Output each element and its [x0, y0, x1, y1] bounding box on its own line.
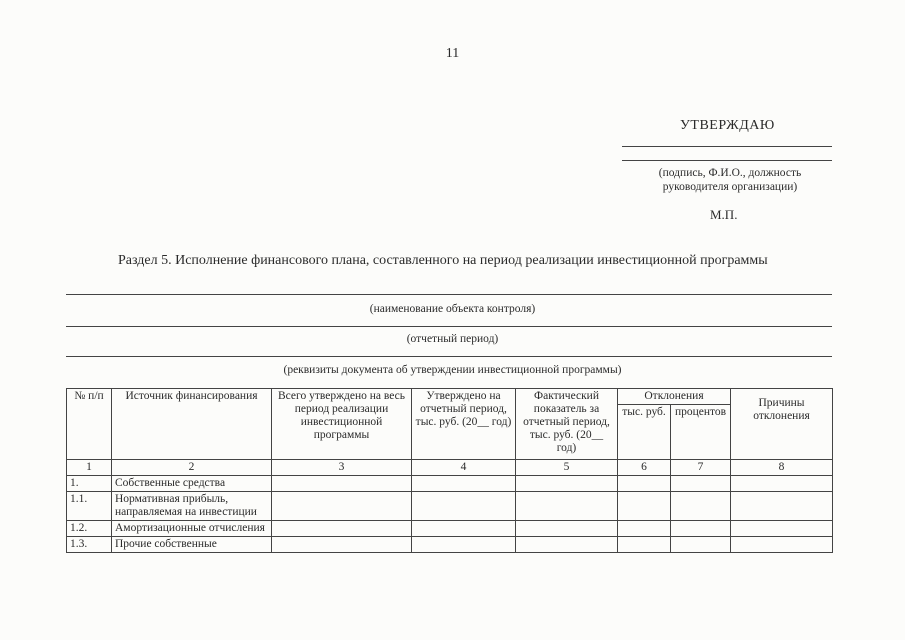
row-cell	[516, 537, 618, 553]
document-caption: (реквизиты документа об утверждении инвестиционной программы)	[283, 364, 622, 376]
row-cell	[618, 537, 671, 553]
row-cell	[272, 537, 412, 553]
table-row	[67, 492, 833, 521]
row-num: 1.2.	[67, 521, 112, 537]
row-cell	[412, 476, 516, 492]
row-cell	[618, 521, 671, 537]
row-cell	[671, 537, 731, 553]
section-title: Раздел 5. Исполнение финансового плана, составленного на период реализации инвестиционной программы	[118, 253, 768, 268]
signature-caption	[625, 166, 835, 194]
table-row	[67, 521, 833, 537]
row-cell	[516, 492, 618, 521]
header-approved: Утверждено на отчетный период, тыс. руб. (20__ год)	[412, 389, 516, 460]
signature-line	[622, 146, 832, 147]
row-num: 1.	[67, 476, 112, 492]
column-number: 8	[731, 460, 833, 476]
row-cell	[618, 476, 671, 492]
row-cell	[731, 521, 833, 537]
document-line	[66, 356, 832, 357]
period-caption: (отчетный период)	[406, 333, 499, 345]
row-cell	[272, 476, 412, 492]
header-actual: Фактический показатель за отчетный период, тыс. руб. (20__ год)	[516, 389, 618, 460]
row-cell	[731, 492, 833, 521]
row-source: Нормативная прибыль, направляемая на инвестиции	[112, 492, 272, 521]
row-source: Прочие собственные	[112, 537, 272, 553]
header-source: Источник финансирования	[112, 389, 272, 460]
column-number: 6	[618, 460, 671, 476]
header-dev-pct: процентов	[671, 405, 731, 460]
column-number: 1	[67, 460, 112, 476]
signature-caption-line2: руководителя организации)	[662, 181, 798, 193]
object-caption: (наименование объекта контроля)	[369, 303, 536, 315]
header-deviations: Отклонения	[618, 389, 731, 405]
row-cell	[516, 521, 618, 537]
column-number: 3	[272, 460, 412, 476]
page-number: 11	[445, 46, 460, 61]
row-cell	[412, 521, 516, 537]
header-dev-rub: тыс. руб.	[618, 405, 671, 460]
row-cell	[731, 476, 833, 492]
period-line	[66, 326, 832, 327]
signature-caption-line1: (подпись, Ф.И.О., должность	[658, 167, 802, 179]
signature-line-2	[622, 160, 832, 161]
column-number: 5	[516, 460, 618, 476]
header-reasons: Причины отклонения	[731, 389, 833, 460]
row-num: 1.1.	[67, 492, 112, 521]
row-cell	[412, 537, 516, 553]
row-source: Амортизационные отчисления	[112, 521, 272, 537]
header-total: Всего утверждено на весь период реализации инвестиционной программы	[272, 389, 412, 460]
table-row	[67, 537, 833, 553]
approval-title: УТВЕРЖДАЮ	[680, 118, 775, 133]
stamp-placeholder: М.П.	[710, 207, 738, 222]
table-header-row	[67, 389, 833, 405]
header-num: № п/п	[67, 389, 112, 460]
column-number-row	[67, 460, 833, 476]
row-source: Собственные средства	[112, 476, 272, 492]
column-number: 4	[412, 460, 516, 476]
row-cell	[671, 492, 731, 521]
row-num: 1.3.	[67, 537, 112, 553]
row-cell	[412, 492, 516, 521]
row-cell	[731, 537, 833, 553]
financial-plan-table	[66, 388, 833, 553]
row-cell	[516, 476, 618, 492]
column-number: 2	[112, 460, 272, 476]
column-number: 7	[671, 460, 731, 476]
row-cell	[272, 492, 412, 521]
row-cell	[272, 521, 412, 537]
table-row	[67, 476, 833, 492]
row-cell	[671, 521, 731, 537]
row-cell	[618, 492, 671, 521]
object-line	[66, 294, 832, 295]
row-cell	[671, 476, 731, 492]
